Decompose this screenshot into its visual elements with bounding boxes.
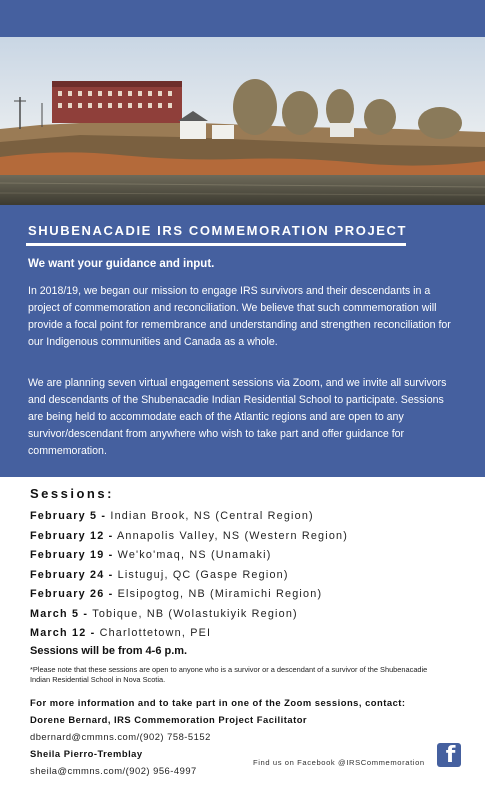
session-place: Tobique, NB (Wolastukiyik Region) bbox=[92, 607, 298, 620]
project-panel bbox=[0, 205, 485, 477]
contact-heading: For more information and to take part in one of the Zoom sessions, contact: bbox=[30, 697, 406, 708]
session-item bbox=[30, 530, 348, 550]
contact-person-1: Dorene Bernard, IRS Commemoration Project Facilitator bbox=[30, 714, 308, 725]
facebook-icon[interactable] bbox=[437, 743, 461, 767]
sessions-heading: Sessions: bbox=[30, 486, 114, 501]
contact-details-1[interactable]: dbernard@cmmns.com/(902) 758-5152 bbox=[30, 731, 211, 742]
session-date: February 24 - bbox=[30, 568, 114, 581]
session-item bbox=[30, 549, 348, 569]
project-title: SHUBENACADIE IRS COMMEMORATION PROJECT bbox=[28, 223, 408, 238]
session-place: Elsipogtog, NB (Miramichi Region) bbox=[117, 588, 323, 600]
school-photo bbox=[0, 37, 485, 205]
sessions-paragraph: We are planning seven virtual engagement sessions via Zoom, and we invite all survivors and descendants of the Shubenacadie Indian Residential School to participate. Sessions are being held to accommodate each of the Atlantic regions and are open to any survivor/descendant from anywhere who wish to take part and offer guidance for commemoration. bbox=[28, 377, 447, 457]
contact-block bbox=[30, 697, 450, 782]
mission-paragraph: In 2018/19, we began our mission to engage IRS survivors and their descendants in a project of commemoration and reconciliation. We believe that such commemoration will provide a focal point for remembrance and understanding and strengthen reconciliation for our Indigenous communities and Canada as a whole. bbox=[28, 285, 451, 348]
session-date: March 12 - bbox=[30, 627, 96, 639]
facebook-text: Find us on Facebook @IRSCommemoration bbox=[253, 758, 425, 767]
session-item bbox=[30, 627, 348, 647]
session-place: Annapolis Valley, NS (Western Region) bbox=[117, 529, 349, 542]
contact-person-2: Sheila Pierro-Tremblay bbox=[30, 748, 143, 759]
session-list bbox=[30, 510, 348, 647]
contact-details-2[interactable]: sheila@cmmns.com/(902) 956-4997 bbox=[30, 765, 197, 776]
session-date: March 5 - bbox=[30, 607, 89, 620]
eligibility-note: *Please note that these sessions are open to anyone who is a survivor or a descendant of a survivor of the Shubenacadie Indian Residential School in Nova Scotia. bbox=[30, 665, 428, 684]
intro-heading: We want your guidance and input. bbox=[28, 258, 215, 270]
title-underline bbox=[26, 243, 406, 246]
session-place: Listuguj, QC (Gaspe Region) bbox=[117, 568, 289, 581]
session-item bbox=[30, 608, 348, 628]
session-item bbox=[30, 510, 348, 530]
session-place: We'ko'maq, NS (Unamaki) bbox=[117, 549, 272, 561]
top-banner bbox=[0, 0, 485, 37]
session-date: February 12 - bbox=[30, 529, 114, 542]
session-place: Indian Brook, NS (Central Region) bbox=[110, 510, 314, 522]
facebook-glyph: f bbox=[445, 743, 456, 767]
session-date: February 19 - bbox=[30, 549, 114, 561]
session-time: Sessions will be from 4-6 p.m. bbox=[30, 645, 188, 657]
session-item bbox=[30, 588, 348, 608]
session-date: February 5 - bbox=[30, 510, 107, 522]
session-item bbox=[30, 569, 348, 589]
session-date: February 26 - bbox=[30, 588, 114, 600]
session-place: Charlottetown, PEI bbox=[99, 627, 212, 639]
